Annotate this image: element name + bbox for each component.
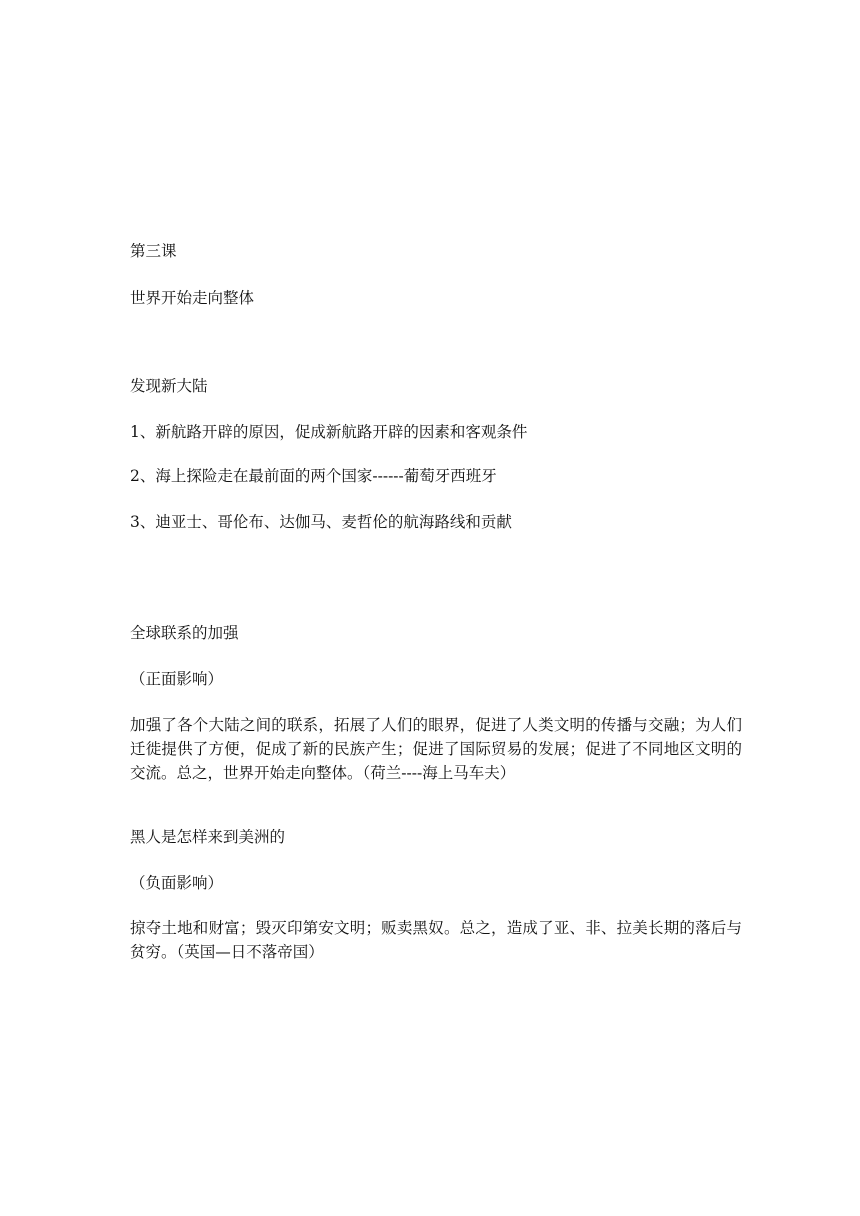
list-item: 3、迪亚士、哥伦布、达伽马、麦哲伦的航海路线和贡献 xyxy=(130,513,512,531)
section-heading-african-americas: 黑人是怎样来到美洲的 xyxy=(130,828,286,846)
paragraph-negative-impact: 掠夺土地和财富；毁灭印第安文明；贩卖黑奴。总之，造成了亚、非、拉美长期的落后与贫穷。（英国—日不落帝国） xyxy=(130,919,742,961)
list-item: 1、新航路开辟的原因，促成新航路开辟的因素和客观条件 xyxy=(130,423,528,441)
list-item: 2、海上探险走在最前面的两个国家------葡萄牙西班牙 xyxy=(130,467,497,485)
paragraph-positive-impact: 加强了各个大陆之间的联系，拓展了人们的眼界，促进了人类文明的传播与交融；为人们迁徙提供了方便，促成了新的民族产生；促进了国际贸易的发展；促进了不同地区文明的交流。总之，世界开始走向整体。（荷兰----海上马车夫） xyxy=(130,716,742,782)
section-heading-global-links: 全球联系的加强 xyxy=(130,624,239,642)
subheading-negative-impact: （负面影响） xyxy=(130,874,224,892)
section-heading-discovery: 发现新大陆 xyxy=(130,377,208,395)
subheading-positive-impact: （正面影响） xyxy=(130,670,224,688)
lesson-title: 世界开始走向整体 xyxy=(130,289,255,307)
lesson-number: 第三课 xyxy=(130,242,177,260)
